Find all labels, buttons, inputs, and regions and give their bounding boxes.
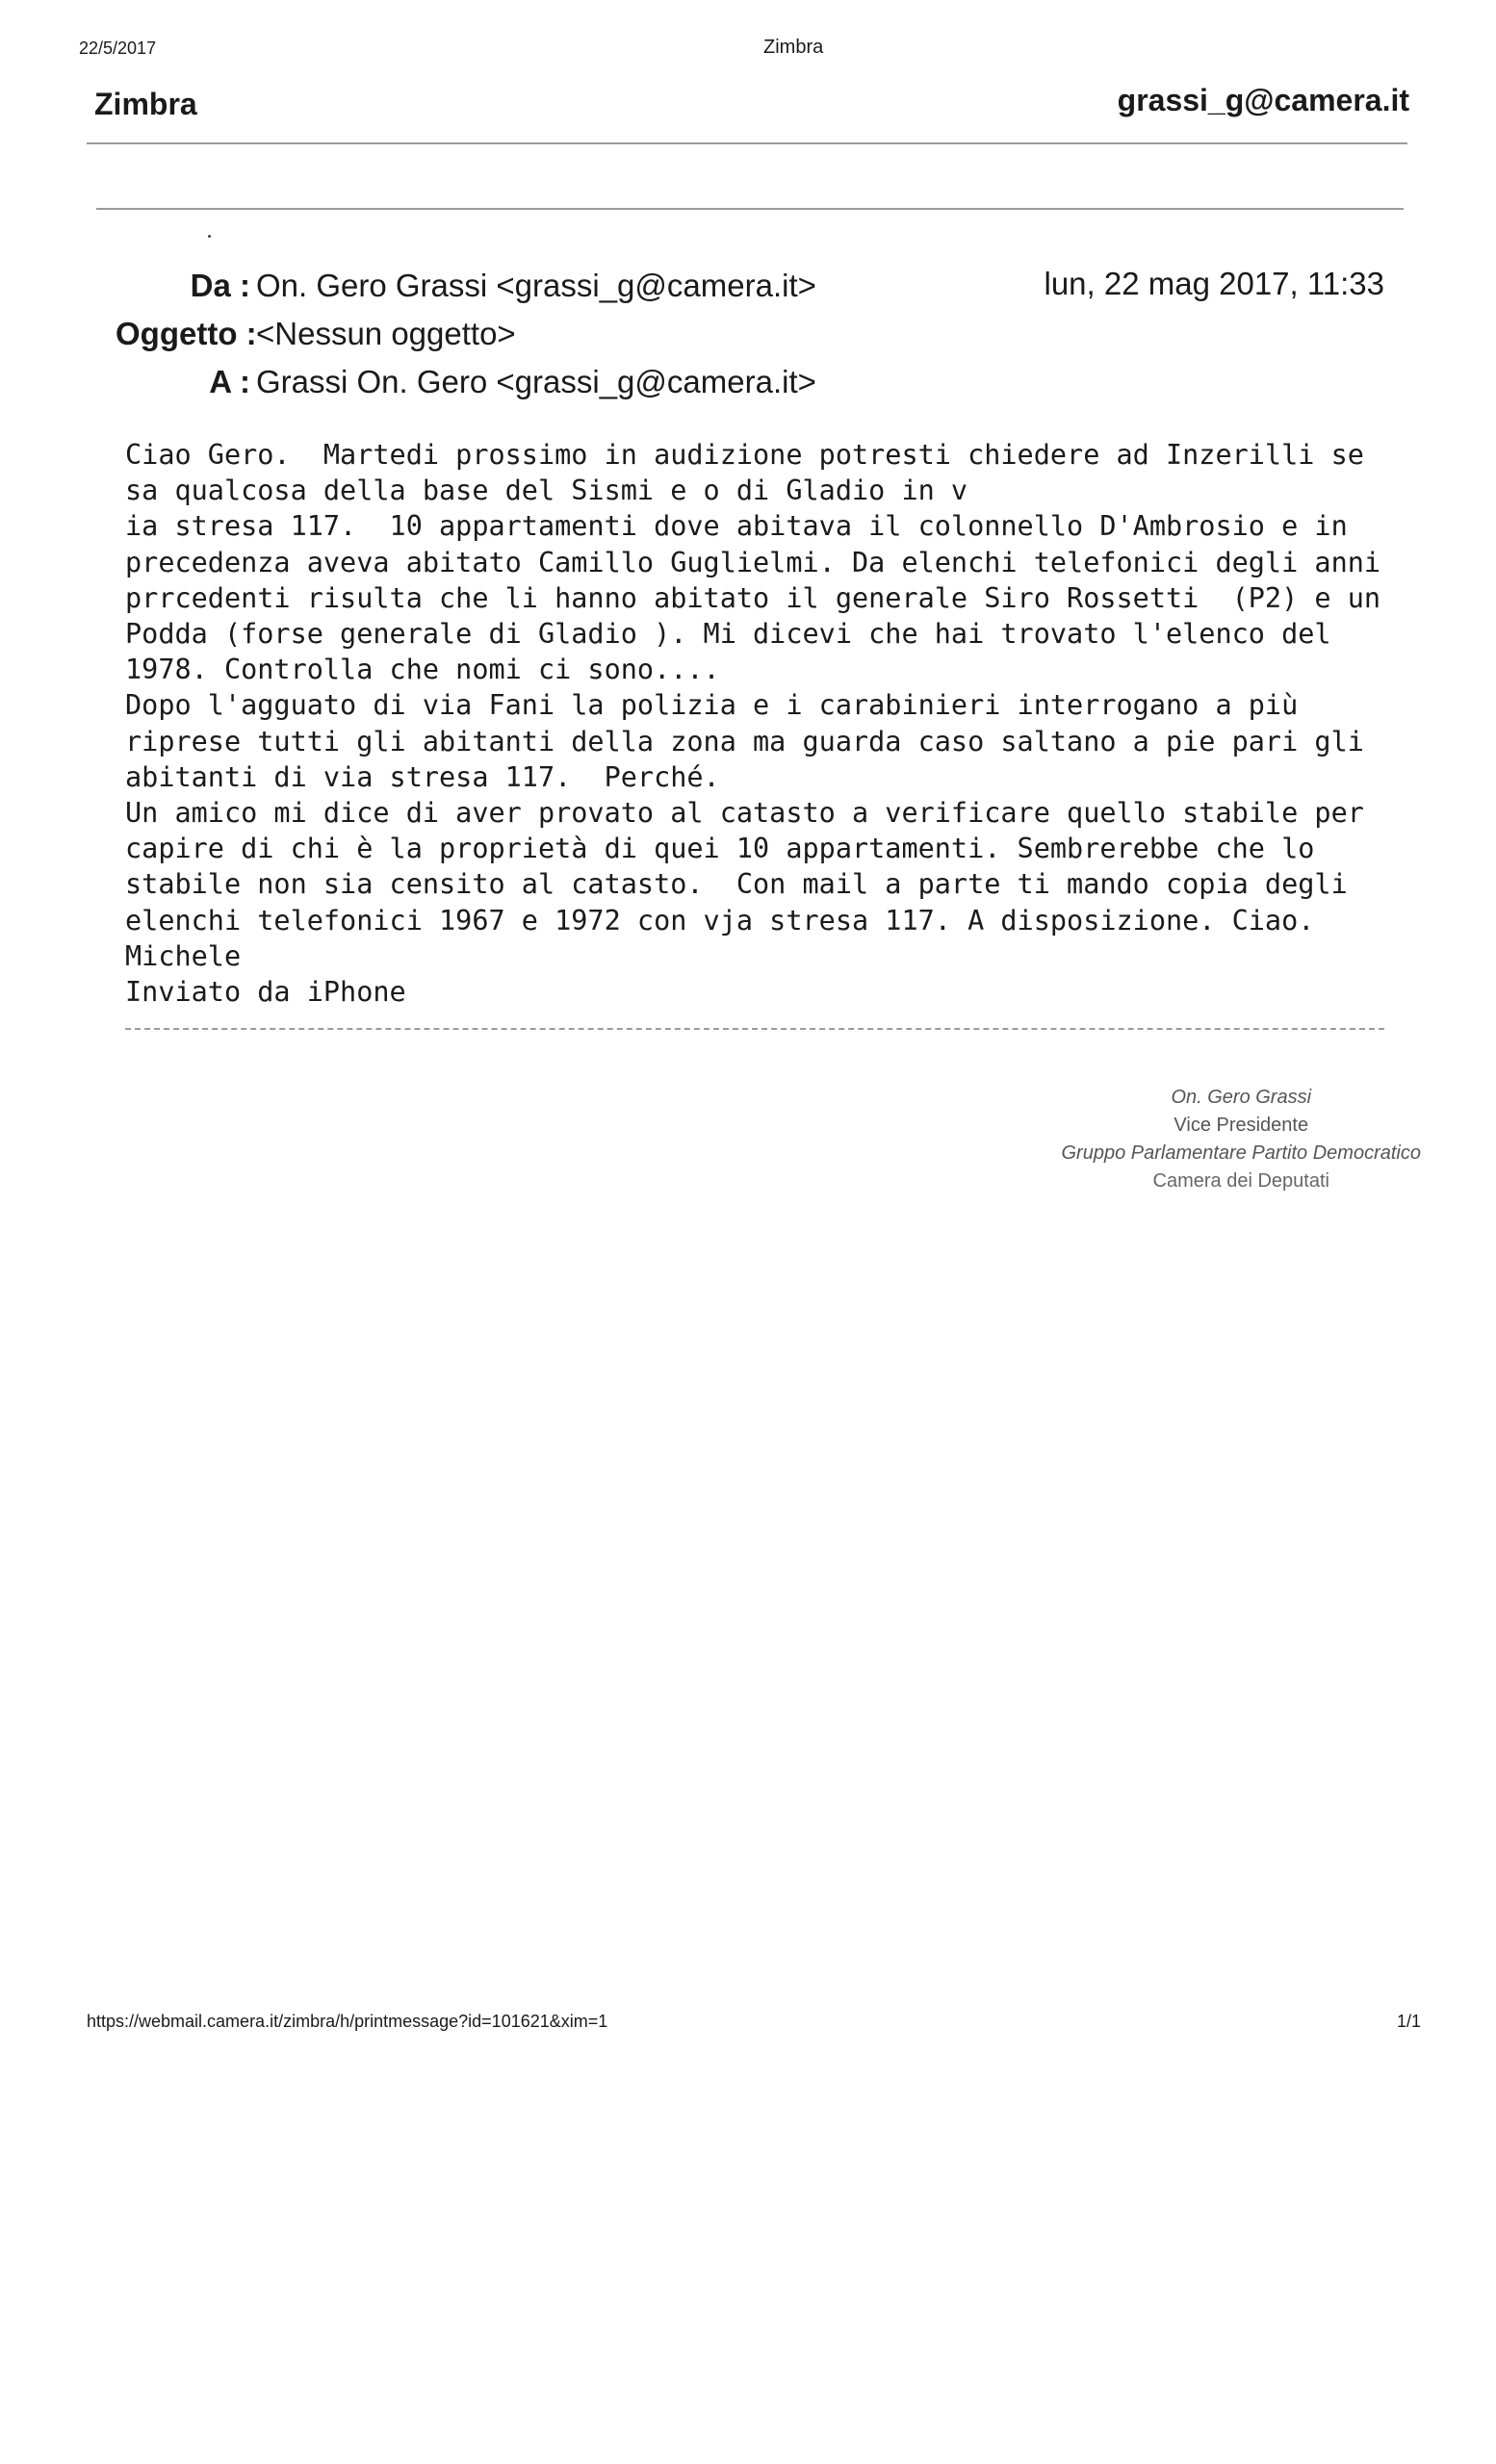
body-line: Podda (forse generale di Gladio ). Mi dicevi che hai trovato l'elenco del <box>125 618 1331 651</box>
message-divider <box>96 208 1404 210</box>
body-line: stabile non sia censito al catasto. Con mail a parte ti mando copia degli <box>125 868 1348 901</box>
page-number: 1/1 <box>1396 2012 1421 2031</box>
body-line: Inviato da iPhone <box>125 976 406 1009</box>
subject-row <box>116 316 516 352</box>
print-app-title: Zimbra <box>763 37 824 58</box>
body-line: ia stresa 117. 10 appartamenti dove abitava il colonnello D'Ambrosio e in <box>125 510 1348 543</box>
body-line: precedenza aveva abitato Camillo Guglielmi. Da elenchi telefonici degli anni <box>125 546 1381 578</box>
message-body <box>125 437 1396 1010</box>
to-label: A : <box>209 364 250 399</box>
brand-title: Zimbra <box>94 87 197 121</box>
body-line: 1978. Controlla che nomi ci sono.... <box>125 654 720 686</box>
header-divider <box>87 142 1407 144</box>
body-line: capire di chi è la proprietà di quei 10 appartamenti. Sembrerebbe che lo <box>125 833 1315 865</box>
from-label: Da : <box>190 268 250 303</box>
account-email: grassi_g@camera.it <box>1117 83 1409 117</box>
print-url: https://webmail.camera.it/zimbra/h/printmessage?id=101621&xim=1 <box>87 2012 608 2031</box>
body-line: Ciao Gero. Martedi prossimo in audizione potresti chiedere ad Inzerilli se <box>125 439 1364 471</box>
body-line: Dopo l'agguato di via Fani la polizia e i carabinieri interrogano a più <box>125 689 1299 722</box>
body-line: abitanti di via stresa 117. Perché. <box>125 760 720 793</box>
signature-stamp <box>1062 1084 1422 1195</box>
body-divider <box>125 1028 1384 1030</box>
body-line: prrcedenti risulta che li hanno abitato il generale Siro Rossetti (P2) e un <box>125 581 1381 614</box>
print-date: 22/5/2017 <box>79 38 157 58</box>
signature-name: On. Gero Grassi <box>1171 1087 1312 1108</box>
from-row <box>116 268 816 304</box>
to-value: Grassi On. Gero <grassi_g@camera.it> <box>256 364 816 399</box>
body-line: sa qualcosa della base del Sismi e o di Gladio in v <box>125 475 968 507</box>
body-line: riprese tutti gli abitanti della zona ma guarda caso saltano a pie pari gli <box>125 725 1364 757</box>
body-line: Michele <box>125 939 242 972</box>
message-date: lun, 22 mag 2017, 11:33 <box>1044 266 1384 301</box>
from-value: On. Gero Grassi <grassi_g@camera.it> <box>256 268 816 303</box>
body-line: Un amico mi dice di aver provato al catasto a verificare quello stabile per <box>125 797 1364 830</box>
signature-role: Vice Presidente <box>1174 1115 1309 1136</box>
speck <box>208 235 211 238</box>
signature-group: Gruppo Parlamentare Partito Democratico <box>1061 1142 1421 1164</box>
signature-chamber: Camera dei Deputati <box>1152 1170 1329 1192</box>
subject-label: Oggetto : <box>116 316 257 351</box>
to-row <box>116 364 816 400</box>
body-line: elenchi telefonici 1967 e 1972 con vja stresa 117. A disposizione. Ciao. <box>125 904 1315 937</box>
subject-value: <Nessun oggetto> <box>256 316 516 351</box>
